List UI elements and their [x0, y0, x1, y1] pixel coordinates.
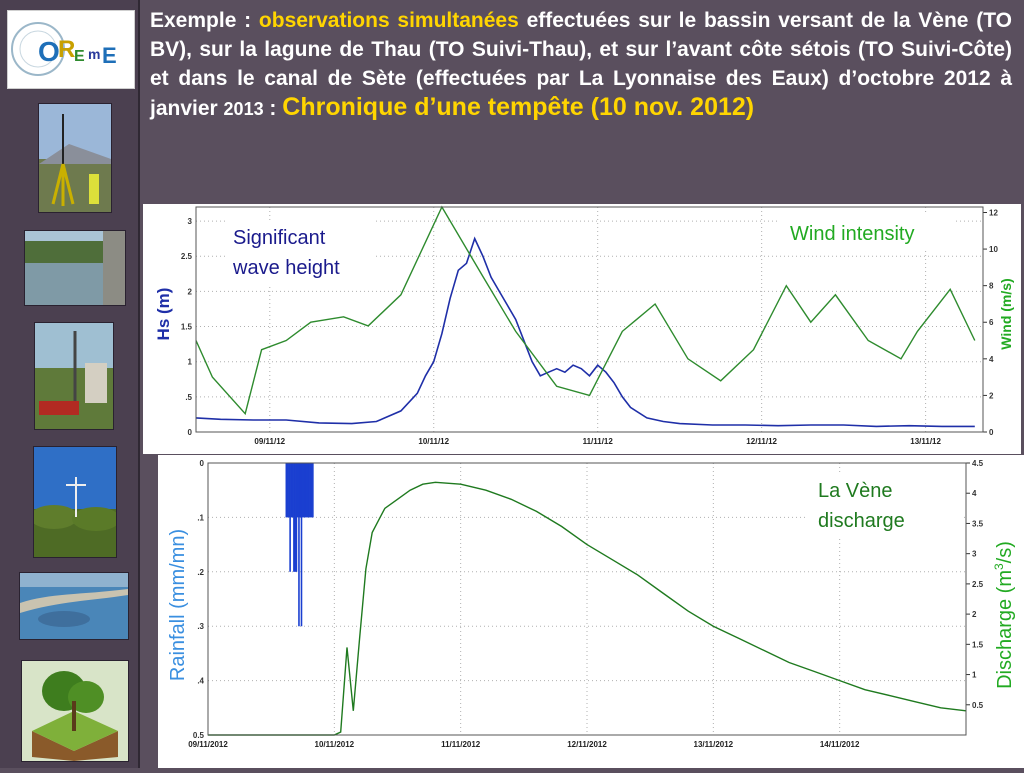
rain-discharge-chart-svg: [158, 455, 1024, 768]
logo-letter-o: O: [38, 36, 60, 67]
logo-letter-e: E: [74, 48, 85, 65]
x-tick-label: 14/11/2012: [819, 740, 860, 749]
x-tick-label: 09/11/12: [254, 437, 286, 446]
logo-letter-m: m: [88, 46, 101, 62]
left-tick-label: 0.5: [192, 731, 204, 740]
left-tick-label: 2.5: [180, 252, 192, 262]
right-tick-label: 4: [972, 489, 977, 499]
left-tick-label: 2: [187, 287, 192, 297]
right-tick-label: 12: [989, 208, 998, 218]
chart1-x-ticks: [254, 437, 941, 446]
right-tick-label: 2.5: [972, 579, 984, 589]
page-title: [150, 6, 1012, 124]
thumb-soil-block: [21, 660, 129, 762]
oreme-logo: [7, 10, 135, 89]
left-tick-label: .5: [185, 392, 192, 402]
left-tick-label: .4: [197, 676, 204, 686]
left-tick-label: 1: [187, 357, 192, 367]
thumb-river: [24, 230, 126, 306]
right-tick-label: 1: [972, 670, 977, 680]
x-tick-label: 12/11/2012: [567, 740, 607, 749]
wave-wind-chart-svg: [143, 204, 1021, 454]
right-tick-label: 0: [989, 428, 994, 437]
discharge-annotation-line1: La Vène: [818, 480, 893, 502]
chart1-left-ticks: [181, 217, 193, 437]
thumb-weather-mast: [33, 446, 117, 558]
rainfall-axis-label: Rainfall (mm/mn): [167, 528, 189, 682]
title-part1: Exemple :: [150, 9, 259, 32]
chart1-right-ticks: [983, 208, 998, 437]
chart2-left-ticks: [193, 459, 205, 740]
title-colon: :: [263, 97, 283, 120]
title-highlight: observations simultanées: [258, 9, 519, 32]
title-year: 2013: [223, 99, 264, 119]
logo-graphic: [8, 11, 134, 88]
right-tick-label: 2: [989, 391, 994, 401]
thumb-coastline: [19, 572, 129, 640]
hs-annotation-line1: Significant: [233, 227, 326, 249]
left-tick-label: .3: [197, 622, 204, 632]
right-tick-label: 1.5: [972, 640, 984, 650]
x-tick-label: 11/11/12: [582, 437, 613, 446]
logo-letter-e2: E: [102, 43, 117, 68]
left-tick-label: .2: [197, 567, 204, 577]
left-tick-label: 0: [199, 459, 204, 468]
right-tick-label: 2: [972, 610, 977, 620]
wind-axis-label: Wind (m/s): [998, 278, 1014, 350]
chart2-x-ticks: [188, 740, 860, 749]
wind-annotation: Wind intensity: [790, 223, 915, 245]
x-tick-label: 12/11/12: [746, 437, 778, 446]
hs-axis-label: Hs (m): [154, 287, 173, 341]
sidebar: [0, 0, 140, 768]
rain-discharge-chart: [158, 455, 1024, 768]
x-tick-label: 09/11/2012: [188, 740, 228, 749]
right-tick-label: 4.5: [972, 459, 984, 468]
x-tick-label: 11/11/2012: [441, 740, 481, 749]
right-tick-label: 3: [972, 549, 977, 559]
thumb-drilling-rig: [34, 322, 114, 430]
left-tick-label: 3: [187, 217, 192, 227]
x-tick-label: 10/11/2012: [314, 740, 355, 749]
right-tick-label: 6: [989, 318, 994, 328]
left-tick-label: .1: [197, 513, 204, 523]
right-tick-label: 8: [989, 281, 994, 291]
logo-letter-r: R: [58, 36, 76, 63]
x-tick-label: 10/11/12: [418, 437, 450, 446]
title-part2: effectuées sur le bassin versant de la Vène (TO BV), sur la lagune de Thau (TO Suivi-Thau), et sur l’avant côte sétois (TO Suivi-Côte) et dans le canal de Sète (effectuées par La Lyonnaise des Eaux) d’octobre 2012 à janvier: [150, 9, 1013, 120]
x-tick-label: 13/11/12: [910, 437, 941, 446]
right-tick-label: 10: [989, 245, 998, 255]
x-tick-label: 13/11/2012: [693, 740, 734, 749]
right-tick-label: 0.5: [972, 700, 984, 710]
title-subtitle: Chronique d’une tempête (10 nov. 2012): [282, 93, 755, 121]
thumb-survey-tripod: [38, 103, 112, 213]
wave-wind-chart: [143, 204, 1021, 454]
chart2-right-ticks: [966, 459, 984, 710]
hs-annotation-line2: wave height: [233, 257, 340, 279]
left-tick-label: 1.5: [180, 322, 192, 332]
right-tick-label: 4: [989, 354, 994, 364]
discharge-axis-label: Discharge $(m^3/s)$: [992, 541, 1016, 689]
discharge-annotation-line2: discharge: [818, 510, 905, 532]
right-tick-label: 3.5: [972, 519, 984, 529]
left-tick-label: 0: [187, 428, 192, 437]
